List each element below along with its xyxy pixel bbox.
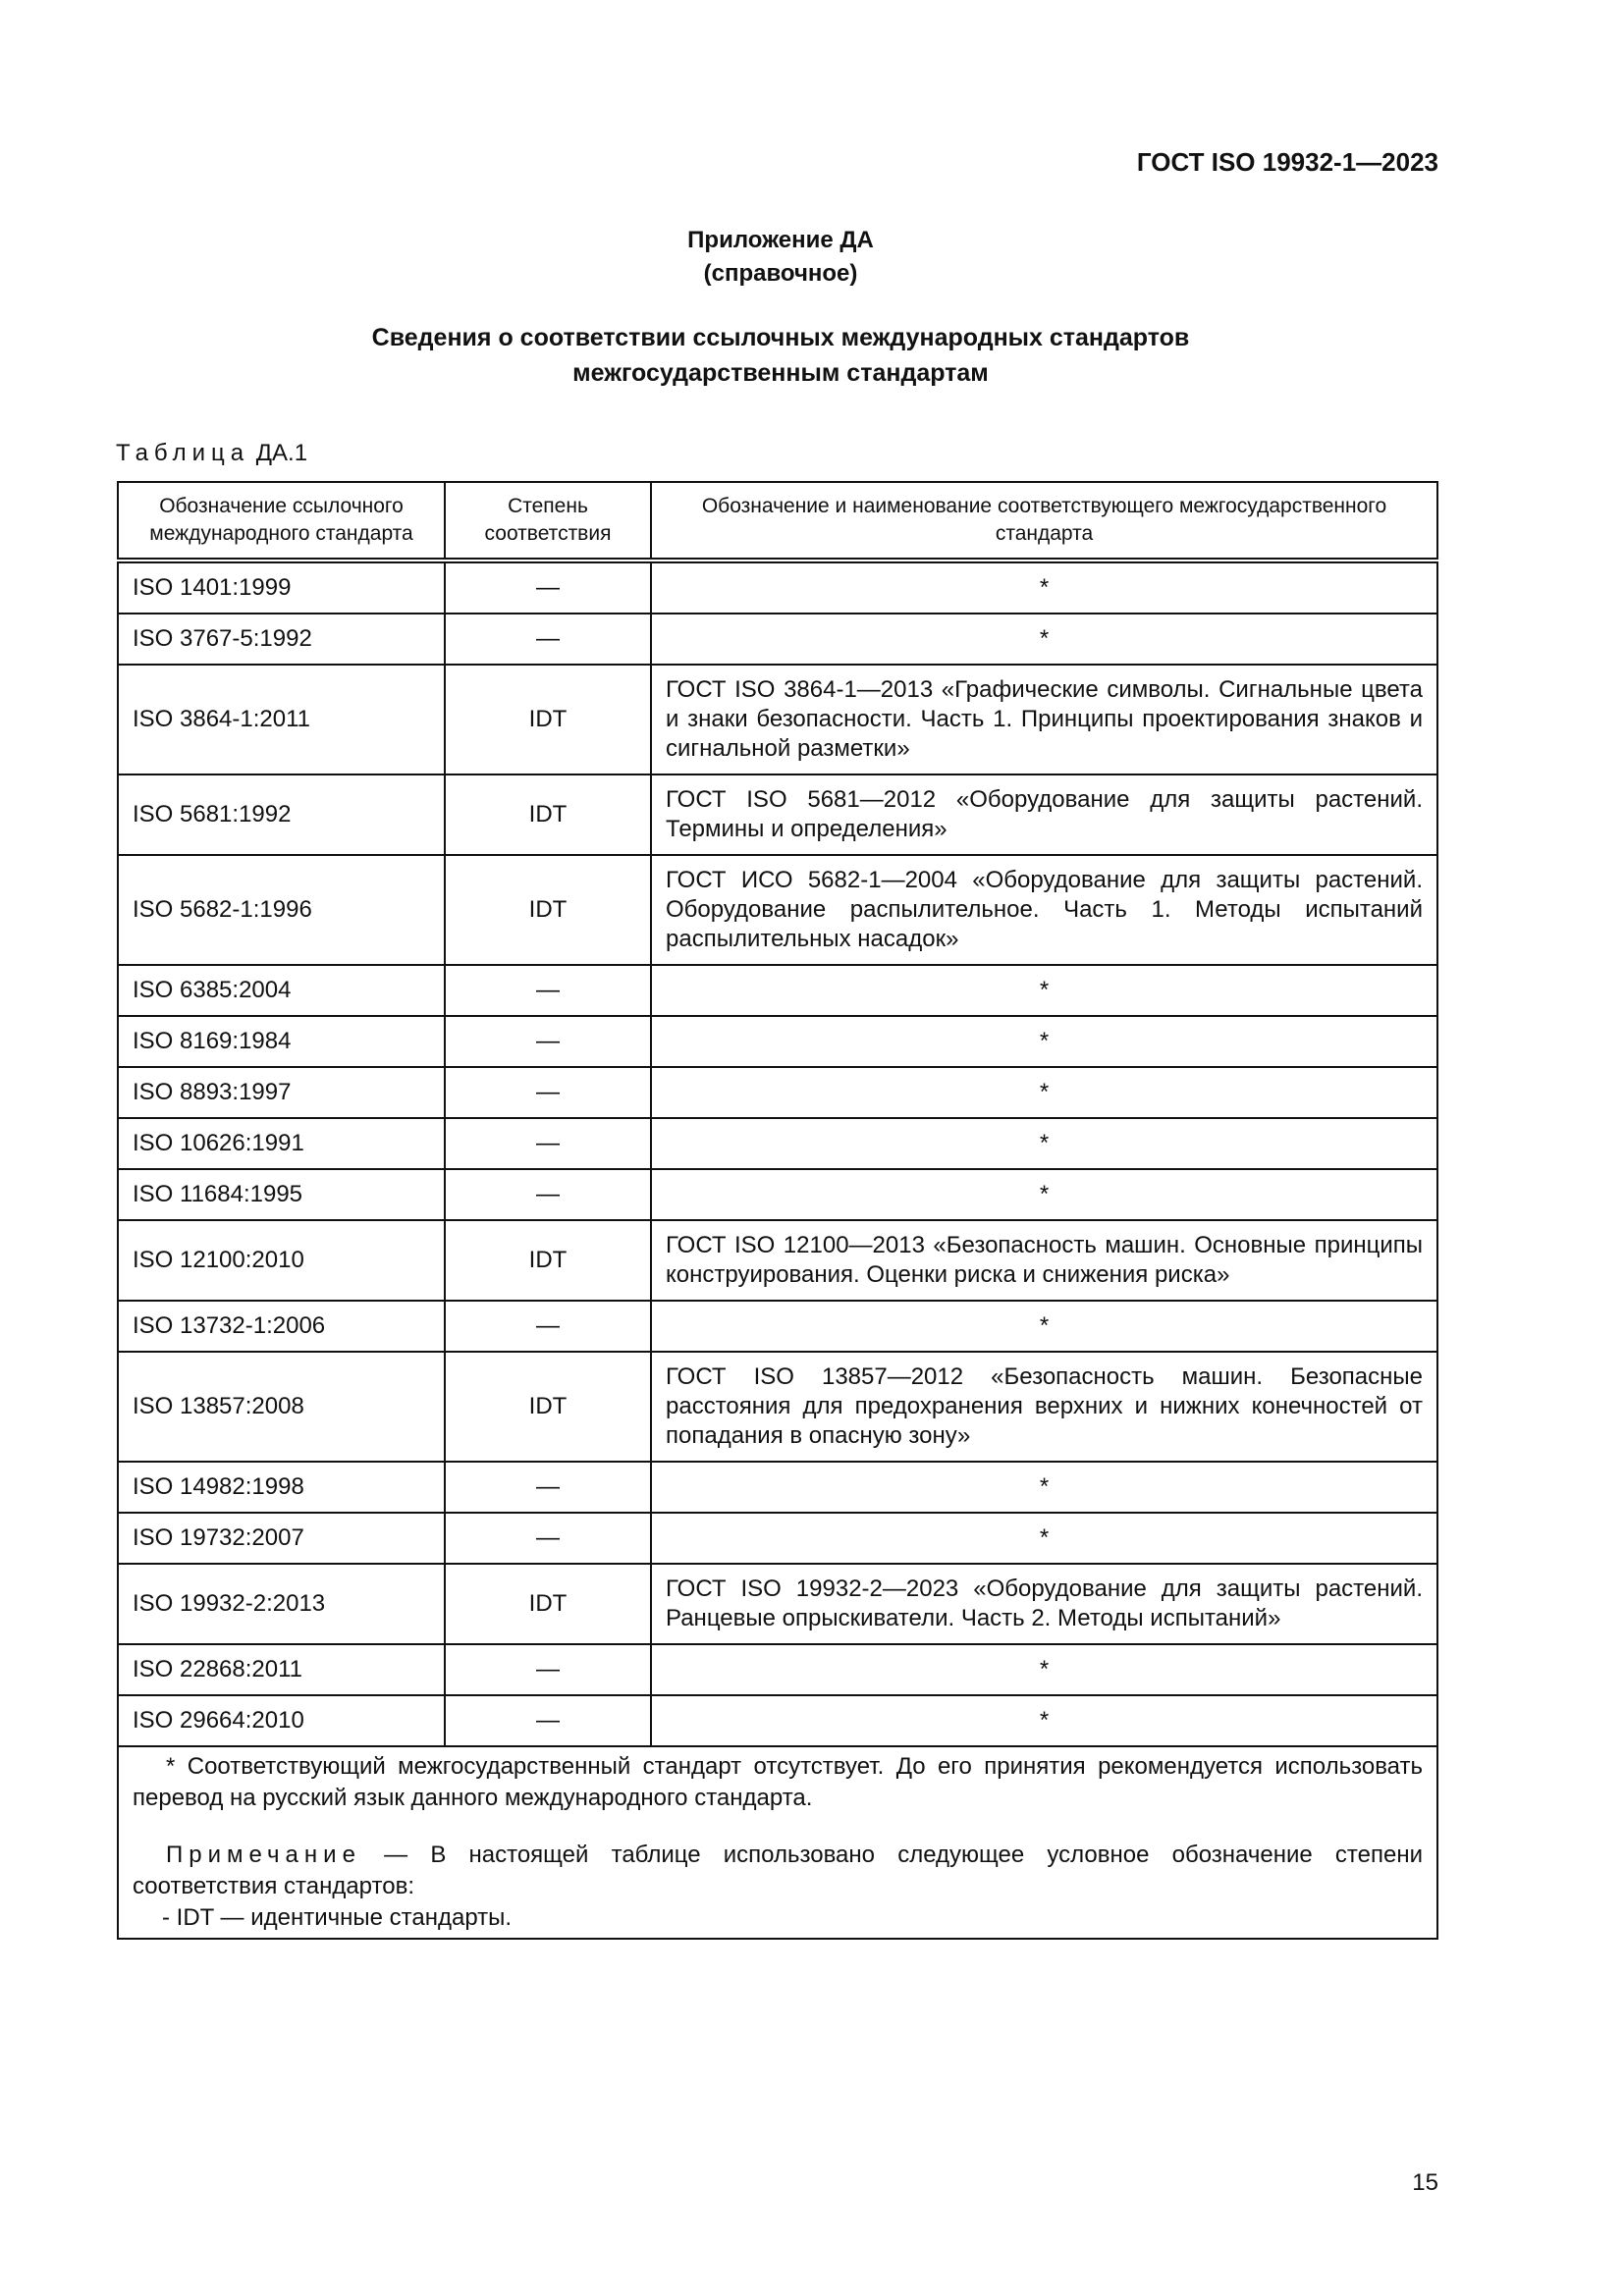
cell-ref: ISO 8893:1997 <box>118 1067 445 1118</box>
cell-ref: ISO 13857:2008 <box>118 1352 445 1462</box>
note-label: Примечание <box>166 1842 361 1868</box>
cell-national: ГОСТ ИСО 5682-1—2004 «Оборудование для защиты растений. Оборудование распылительное. Часть 1. Методы испытаний распылительных насадок» <box>651 855 1437 965</box>
table-row <box>118 1564 1437 1644</box>
cell-ref: ISO 6385:2004 <box>118 965 445 1016</box>
cell-degree: IDT <box>445 1220 651 1301</box>
cell-national: * <box>651 1016 1437 1067</box>
cell-national: * <box>651 1169 1437 1220</box>
table-row <box>118 774 1437 855</box>
page-number: 15 <box>1412 2169 1438 2196</box>
table-note <box>133 1840 1423 1902</box>
cell-ref: ISO 1401:1999 <box>118 561 445 614</box>
appendix-heading <box>0 224 1561 291</box>
cell-ref: ISO 22868:2011 <box>118 1644 445 1695</box>
table-row <box>118 1016 1437 1067</box>
section-title-line-2: межгосударственным стандартам <box>572 359 989 387</box>
cell-ref: ISO 3767-5:1992 <box>118 614 445 665</box>
table-row <box>118 1352 1437 1462</box>
note-text: — В настоящей таблице использовано следующее условное обозначение степени соответствия стандартов: <box>133 1842 1424 1899</box>
cell-degree: — <box>445 1016 651 1067</box>
section-title-line-1: Сведения о соответствии ссылочных международных стандартов <box>371 324 1190 351</box>
cell-degree: IDT <box>445 665 651 774</box>
cell-degree: — <box>445 1644 651 1695</box>
table-row <box>118 665 1437 774</box>
cell-national: ГОСТ ISO 3864-1—2013 «Графические символы. Сигнальные цвета и знаки безопасности. Часть 1. Принципы проектирования знаков и сигнальной разметки» <box>651 665 1437 774</box>
header-degree: Степень соответствия <box>445 482 651 561</box>
table-row <box>118 561 1437 614</box>
cell-ref: ISO 5682-1:1996 <box>118 855 445 965</box>
cell-ref: ISO 12100:2010 <box>118 1220 445 1301</box>
appendix-title: Приложение ДА <box>687 227 874 253</box>
table-row <box>118 855 1437 965</box>
cell-national: * <box>651 614 1437 665</box>
table-row <box>118 1169 1437 1220</box>
cell-degree: IDT <box>445 855 651 965</box>
table-row <box>118 1644 1437 1695</box>
cell-ref: ISO 19732:2007 <box>118 1513 445 1564</box>
cell-ref: ISO 13732-1:2006 <box>118 1301 445 1352</box>
cell-national: * <box>651 561 1437 614</box>
cell-ref: ISO 11684:1995 <box>118 1169 445 1220</box>
cell-national: * <box>651 1644 1437 1695</box>
cell-degree: — <box>445 1462 651 1513</box>
table-row <box>118 614 1437 665</box>
cell-degree: — <box>445 1301 651 1352</box>
cell-national: ГОСТ ISO 12100—2013 «Безопасность машин. Основные принципы конструирования. Оценки риска и снижения риска» <box>651 1220 1437 1301</box>
cell-ref: ISO 14982:1998 <box>118 1462 445 1513</box>
cell-national: * <box>651 1462 1437 1513</box>
cell-degree: — <box>445 614 651 665</box>
table-row <box>118 1513 1437 1564</box>
table-caption <box>116 440 307 467</box>
table-row <box>118 1462 1437 1513</box>
cell-national: * <box>651 1301 1437 1352</box>
document-id: ГОСТ ISO 19932-1—2023 <box>1136 147 1438 177</box>
cell-ref: ISO 5681:1992 <box>118 774 445 855</box>
cell-ref: ISO 8169:1984 <box>118 1016 445 1067</box>
appendix-subtitle: (справочное) <box>703 260 858 287</box>
table-footer-row <box>118 1746 1437 1939</box>
header-ref-standard: Обозначение ссылочного международного стандарта <box>118 482 445 561</box>
cell-degree: — <box>445 1067 651 1118</box>
cell-ref: ISO 10626:1991 <box>118 1118 445 1169</box>
table-header-row <box>118 482 1437 561</box>
footnote-absent-standard: * Соответствующий межгосударственный стандарт отсутствует. До его принятия рекомендуется использовать перевод на русский язык данного международного стандарта. <box>133 1753 1423 1811</box>
cell-national: ГОСТ ISO 5681—2012 «Оборудование для защиты растений. Термины и определения» <box>651 774 1437 855</box>
table-row <box>118 1695 1437 1746</box>
table-row <box>118 1220 1437 1301</box>
cell-degree: IDT <box>445 1352 651 1462</box>
table-row <box>118 1118 1437 1169</box>
table-row <box>118 965 1437 1016</box>
cell-degree: — <box>445 965 651 1016</box>
cell-national: * <box>651 1118 1437 1169</box>
table-caption-word: Таблица <box>116 440 250 466</box>
table-row <box>118 1301 1437 1352</box>
cell-national: ГОСТ ISO 13857—2012 «Безопасность машин. Безопасные расстояния для предохранения верхних и нижних конечностей от попадания в опасную зону» <box>651 1352 1437 1462</box>
header-national-standard: Обозначение и наименование соответствующего межгосударственного стандарта <box>651 482 1437 561</box>
cell-degree: IDT <box>445 774 651 855</box>
note-list-item: - IDT — идентичные стандарты. <box>162 1904 513 1931</box>
cell-ref: ISO 19932-2:2013 <box>118 1564 445 1644</box>
cell-ref: ISO 29664:2010 <box>118 1695 445 1746</box>
cell-degree: — <box>445 1513 651 1564</box>
table-footer <box>118 1746 1437 1939</box>
section-title <box>0 320 1561 391</box>
cell-ref: ISO 3864-1:2011 <box>118 665 445 774</box>
cell-degree: — <box>445 1169 651 1220</box>
cell-national: * <box>651 1695 1437 1746</box>
cell-national: ГОСТ ISO 19932-2—2023 «Оборудование для защиты растений. Ранцевые опрыскиватели. Часть 2. Методы испытаний» <box>651 1564 1437 1644</box>
cell-national: * <box>651 1067 1437 1118</box>
standards-table <box>117 481 1438 1940</box>
cell-national: * <box>651 1513 1437 1564</box>
table-caption-number: ДА.1 <box>255 440 308 466</box>
cell-degree: — <box>445 1118 651 1169</box>
cell-degree: — <box>445 561 651 614</box>
cell-national: * <box>651 965 1437 1016</box>
cell-degree: — <box>445 1695 651 1746</box>
table-row <box>118 1067 1437 1118</box>
cell-degree: IDT <box>445 1564 651 1644</box>
